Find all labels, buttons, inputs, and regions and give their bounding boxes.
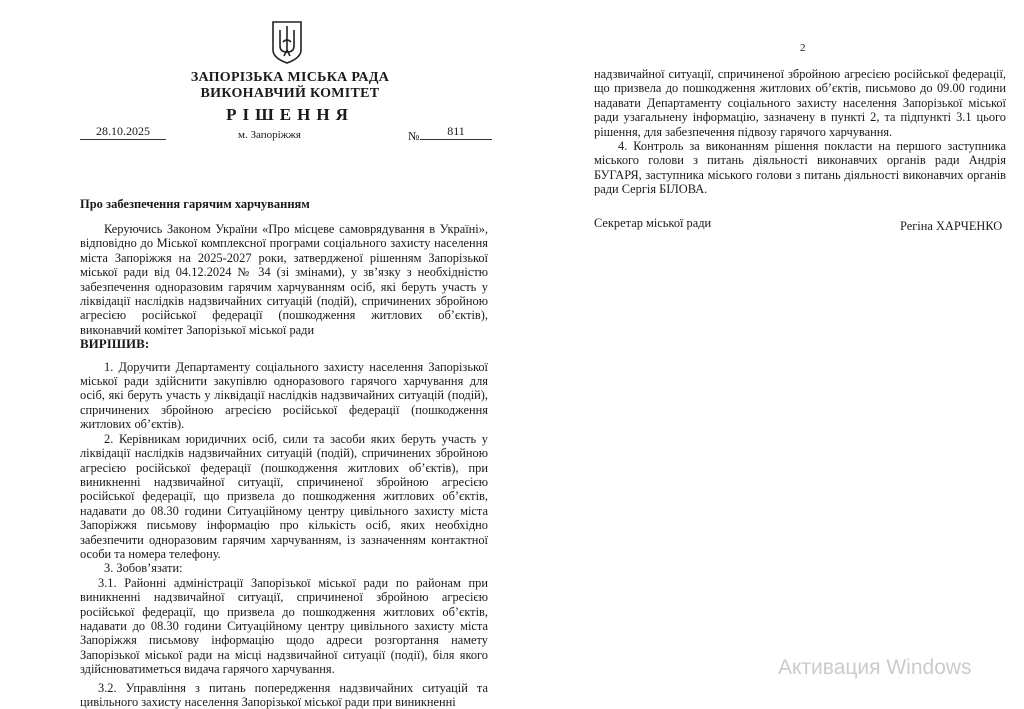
document-type: РІШЕННЯ <box>226 105 354 124</box>
signatory-role: Секретар міської ради <box>594 216 712 230</box>
item-3: 3. Зобов’язати: <box>104 561 183 576</box>
item-1: 1. Доручити Департаменту соціального захисту населення Запорізької міської ради здійснити закупівлю одноразового гарячого харчування для осіб, які беруть участь у ліквідації наслідків надзвичайних ситуацій (подій), спричинених збройною агресією російської федерації (пошкодження житлових об’єктів). <box>80 359 488 432</box>
decision-body <box>80 222 488 709</box>
item-3-2: 3.2. Управління з питань попередження надзвичайних ситуацій та цивільного захисту населення Запорізької міської ради при виникненні <box>80 680 488 709</box>
decided-heading: ВИРІШИВ: <box>80 336 150 352</box>
preamble-paragraph: Керуючись Законом України «Про місцеве самоврядування в Україні», відповідно до Міської комплексної програми соціального захисту населення міста Запоріжжя на 2025-2027 роки, затвердженої рішенням Запорізької міської ради від 04.12.2024 № 34 (зі змінами), у зв’язку з необхідністю забезпечення одноразовим гарячим харчуванням осіб, які беруть участь у ліквідації наслідків надзвичайних ситуацій (подій), спричинених збройною агресією російської федерації (пошкодження житлових об’єктів), виконавчий комітет Запорізької міської ради <box>80 222 488 337</box>
decision-date: 28.10.2025 <box>80 124 166 140</box>
signatory-name: Регіна ХАРЧЕНКО <box>900 219 1003 233</box>
windows-activation-watermark: Активация Windows <box>778 656 972 679</box>
item-3-2-continued: надзвичайної ситуації, спричиненої збройною агресією російської федерації, що призвела до пошкодження житлових об’єктів, письмово до 09.00 години надавати Департаменту соціального захисту населення Запорізької міської ради узагальнену інформацію, зазначену в пункті 2, та підпункті 3.1 цього рішення, для забезпечення підвозу гарячого харчування. <box>594 67 1006 139</box>
item-3-1: 3.1. Районні адміністрації Запорізької міської ради по районам при виникненні надзвичайної ситуації, спричиненої збройною агресією російської федерації, що призвела до пошкодження житлових об’єктів, надавати до 08.30 години Ситуаційному центру цивільного захисту міста Запоріжжя письмову інформацію щодо адреси розгортання намету Запорізької міської ради на місці надзвичайної ситуації (події), біля якого здійснюватиметься видача гарячого харчування. <box>80 575 488 677</box>
city-name: м. Запоріжжя <box>238 129 301 141</box>
page-number: 2 <box>800 42 806 54</box>
council-name: ЗАПОРІЗЬКА МІСЬКА РАДА <box>190 70 390 85</box>
decision-body-continued <box>594 67 1006 197</box>
item-4: 4. Контроль за виконанням рішення покласти на першого заступника міського голови з питань діяльності виконавчих органів ради Андрія БУГАРЯ, заступника міського голови з питань діяльності виконавчих органів ради Сергія БІЛОВА. <box>594 139 1006 197</box>
trident-emblem-icon <box>270 20 304 64</box>
committee-name: ВИКОНАВЧИЙ КОМІТЕТ <box>200 86 380 101</box>
decision-subject: Про забезпечення гарячим харчуванням <box>80 197 310 211</box>
number-label: № <box>408 129 420 143</box>
item-2: 2. Керівникам юридичних осіб, сили та засоби яких беруть участь у ліквідації наслідків надзвичайних ситуацій (подій), спричинених збройною агресією російської федерації (пошкодження житлових об’єктів), при виникненні надзвичайної ситуації, спричиненої збройною агресією російської федерації, що призвела до пошкодження житлових об’єктів, надавати до 08.30 години Ситуаційному центру цивільного захисту міста Запоріжжя письмову інформацію про кількість осіб, яких необхідно забезпечити одноразовим гарячим харчуванням, із зазначенням контактної особи та номера телефону. <box>80 431 488 561</box>
decision-number: 811 <box>420 124 492 140</box>
